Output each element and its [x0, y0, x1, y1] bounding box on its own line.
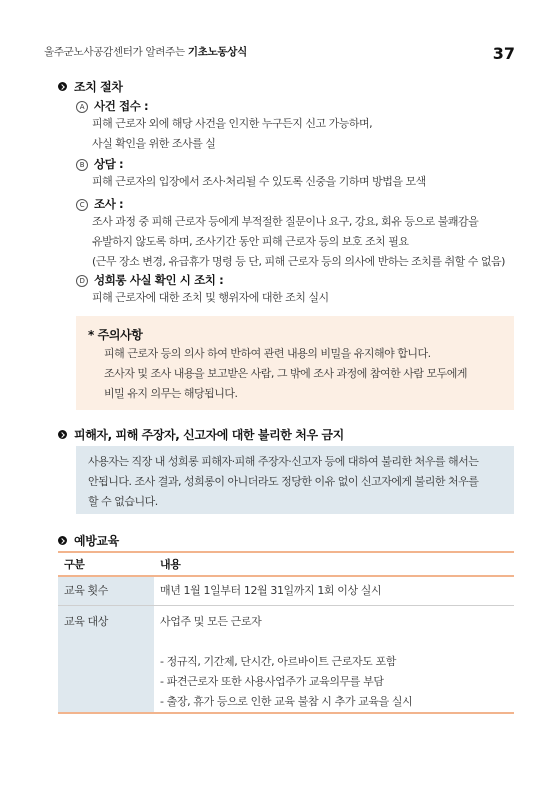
step-a-body: [92, 114, 372, 154]
step-a-line: 사실 확인을 위한 조사를 실: [92, 137, 216, 150]
protection-line: 안됩니다. 조사 결과, 성희롱이 아니더라도 정당한 이유 없이 신고자에게 불리한 처우를: [88, 475, 479, 488]
running-header: [44, 44, 247, 59]
caution-body: [104, 344, 467, 404]
step-b: [76, 156, 123, 172]
row-line-spacer: [160, 632, 508, 652]
step-d-marker: D: [76, 275, 88, 287]
section-protection-heading: [58, 426, 344, 443]
circle-arrow-icon: [58, 430, 67, 439]
step-c-line: (근무 장소 변경, 유급휴가 명령 등 단, 피해 근로자 등의 의사에 반하는 조치를 취할 수 없음): [92, 255, 505, 268]
row-content: 매년 1월 1일부터 12월 31일까지 1회 이상 실시: [154, 576, 514, 606]
row-label: 교육 횟수: [58, 576, 154, 606]
row-line: 사업주 및 모든 근로자: [160, 615, 262, 628]
step-c-title: 조사 :: [94, 197, 124, 211]
caution-line: 조사자 및 조사 내용을 보고받은 사람, 그 밖에 조사 과정에 참여한 사람 모두에게: [104, 367, 467, 380]
step-c-line: 유발하지 않도록 하며, 조사기간 동안 피해 근로자 등의 보호 조치 필요: [92, 235, 409, 248]
section-protection-title: 피해자, 피해 주장자, 신고자에 대한 불리한 처우 금지: [74, 428, 344, 442]
step-d-body: [92, 288, 329, 308]
step-b-title: 상담 :: [94, 157, 124, 171]
table-row: [58, 576, 514, 606]
circle-arrow-icon: [58, 536, 67, 545]
caution-title: * 주의사항: [88, 328, 143, 342]
step-c-body: [92, 212, 505, 272]
step-a-marker: A: [76, 101, 88, 113]
step-d-line: 피해 근로자에 대한 조치 및 행위자에 대한 조치 실시: [92, 291, 329, 304]
row-line: - 출장, 휴가 등으로 인한 교육 불참 시 추가 교육을 실시: [160, 695, 413, 708]
table-header-content: 내용: [154, 552, 514, 576]
protection-line: 할 수 없습니다.: [88, 495, 158, 508]
caution-line: 비밀 유지 의무는 해당됩니다.: [104, 387, 238, 400]
table-header-row: [58, 552, 514, 576]
step-d-title: 성희롱 사실 확인 시 조치 :: [94, 273, 224, 287]
step-d: [76, 272, 223, 288]
section-procedure-title: 조치 절차: [74, 80, 123, 94]
header-prefix: 울주군노사공감센터가 알려주는: [44, 46, 188, 58]
table-header-category: 구분: [58, 552, 154, 576]
circle-arrow-icon: [58, 82, 67, 91]
step-a-title: 사건 접수 :: [94, 99, 149, 113]
step-c-line: 조사 과정 중 피해 근로자 등에게 부적절한 질문이나 요구, 강요, 회유 등으로 불쾌감을: [92, 215, 479, 228]
step-b-body: [92, 172, 426, 192]
row-label: 교육 대상: [58, 606, 154, 714]
step-a-line: 피해 근로자 외에 해당 사건을 인지한 누구든지 신고 가능하며,: [92, 117, 373, 130]
education-table: [58, 551, 514, 714]
protection-body: [88, 452, 478, 512]
header-title: 기초노동상식: [187, 46, 247, 58]
row-content: [154, 606, 514, 714]
caution-box: [76, 316, 514, 410]
row-line: - 정규직, 기간제, 단시간, 아르바이트 근로자도 포함: [160, 655, 396, 668]
protection-line: 사용자는 직장 내 성희롱 피해자·피해 주장자·신고자 등에 대하여 불리한 처우를 해서는: [88, 455, 479, 468]
row-line: - 파견근로자 또한 사용사업주가 교육의무를 부담: [160, 675, 384, 688]
step-c: [76, 196, 123, 212]
step-a: [76, 98, 148, 114]
caution-line: 피해 근로자 등의 의사 하여 반하여 관련 내용의 비밀을 유지해야 합니다.: [104, 347, 431, 360]
table-row: [58, 606, 514, 714]
page-number: 37: [492, 44, 515, 63]
section-procedure-heading: [58, 78, 123, 95]
section-education-heading: [58, 532, 119, 549]
step-b-line: 피해 근로자의 입장에서 조사·처리될 수 있도록 신중을 기하며 방법을 모색: [92, 175, 426, 188]
step-b-marker: B: [76, 159, 88, 171]
protection-box: [76, 446, 514, 514]
section-education-title: 예방교육: [74, 534, 119, 548]
step-c-marker: C: [76, 199, 88, 211]
